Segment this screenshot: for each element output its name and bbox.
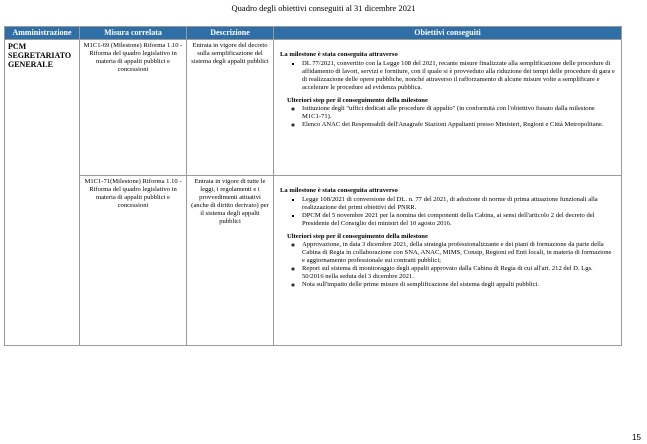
administration-cell: PCM SEGRETARIATO GENERALE [5,40,80,346]
table-row [5,40,622,176]
further-steps-list [280,105,615,129]
description-cell: Entrata in vigore di tutte le leggi, i regolamenti e i provvedimenti attuativi (anche di diritto derivato) per il sistema degli appalti pubblici [187,176,274,346]
header-misura-correlata: Misura correlata [80,27,187,40]
table-row [5,176,622,346]
description-cell: Entrata in vigore del decreto sulla semplificazione del sistema degli appalti pubblici [187,40,274,176]
section-heading: Ulteriori step per il conseguimento della milestone [287,97,428,105]
list-item: ◦ Istituzione degli "uffici dedicati alle procedure di appalto" (in conformità con l'obiettivo fissato dalla milestone M1C1-71). [302,105,615,121]
list-item: ▪ DPCM del 5 novembre 2021 per la nomina dei componenti della Cabina, ai sensi dell'articolo 2 del decreto del Presidente del Consiglio dei ministri del 10 agosto 2016. [302,212,615,228]
list-item: ◦ Nota sull'impatto delle prime misure di semplificazione del sistema degli appalti pubblici. [302,281,615,289]
achievement-list [280,196,615,228]
table-header-row [5,27,622,40]
list-item: ▪ Legge 108/2021 di conversione del DL. n. 77 del 2021, di adozione di norme di prima attuazione funzionali alla realizzazione dei primi obiettivi del PNRR. [302,196,615,212]
list-item: ◦ Report sul sistema di monitoraggio degli appalti approvato dalla Cabina di Regia di cui all'art. 212 del D. Lgs. 50/2016 nella seduta del 3 dicembre 2021. [302,265,615,281]
header-obiettivi-conseguiti: Obiettivi conseguiti [274,27,622,40]
list-item: ▪ DL 77/2021, convertito con la Legge 108 del 2021, recante misure finalizzate alla semplificazione delle procedure di affidamento di lavori, servizi e forniture, con il quale si è provveduto alla riduzione dei tempi delle procedure di gara e di realizzazione delle opere pubbliche, nonché attraverso il rafforzamento di alcune misure volte a semplificare e accelerare le procedure ad evidenza pubblica. [302,60,615,92]
objectives-table [4,26,622,346]
section-heading: Ulteriori step per il conseguimento della milestone [287,233,428,241]
list-item: ◦ Approvazione, in data 3 dicembre 2021, della strategia professionalizzante e dei piani di formazione da parte della Cabina di Regia in collaborazione con SNA, ANAC, MIMS, Consip, Regioni ed Enti locali, in materia di formazione e aggiornamento professionale sui contratti pubblici; [302,241,615,265]
header-amministrazione: Amministrazione [5,27,80,40]
measure-cell: M1C1-71(Milestone) Riforma 1.10 - Riforma del quadro legislativo in materia di appalti pubblici e concessioni [80,176,187,346]
further-steps-list [280,241,615,289]
objectives-cell [274,176,622,346]
measure-cell: M1C1-69 (Milestone) Riforma 1.10 - Riforma del quadro legislativo in materia di appalti pubblici e concessioni [80,40,187,176]
page-title: Quadro degli obiettivi conseguiti al 31 dicembre 2021 [231,3,416,13]
objectives-cell [274,40,622,176]
section-heading: La milestone è stata conseguita attraverso [280,51,398,58]
list-item: ◦ Elenco ANAC dei Responsabili dell'Anagrafe Stazioni Appaltanti presso Ministeri, Regioni e Città Metropolitane. [302,121,615,129]
header-descrizione: Descrizione [187,27,274,40]
page-number: 15 [632,433,641,442]
achievement-list [280,60,615,92]
section-heading: La milestone è stata conseguita attraverso [280,187,398,194]
